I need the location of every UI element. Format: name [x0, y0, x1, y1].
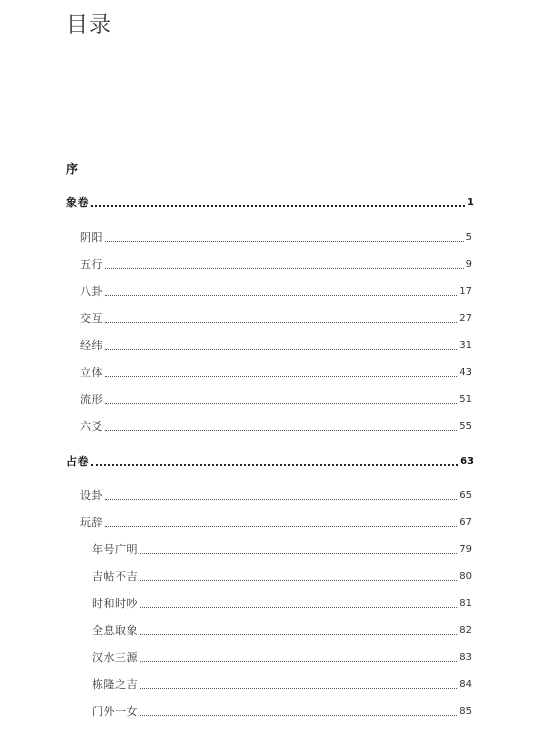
toc-entry-page: 1	[467, 197, 474, 208]
toc-entry-label: 吉帖不吉	[92, 570, 138, 583]
toc-entry-label: 立体	[80, 366, 103, 379]
toc-entry-page: 65	[459, 490, 472, 501]
toc-dot-leader	[91, 464, 458, 466]
toc-entry-donglong-zhiji[interactable]	[92, 678, 472, 692]
toc-entry-label: 六爻	[80, 420, 103, 433]
toc-entry-bagua[interactable]	[80, 285, 472, 299]
toc-entry-page: 84	[459, 679, 472, 690]
toc-dot-leader	[140, 715, 457, 716]
toc-dot-leader	[140, 634, 457, 635]
toc-dot-leader	[140, 688, 457, 689]
toc-entry-nianhao-guangming[interactable]	[92, 543, 472, 557]
toc-preface[interactable]: 序	[66, 162, 79, 176]
toc-entry-label: 时和时吵	[92, 597, 138, 610]
toc-entry-label: 栋隆之吉	[92, 678, 138, 691]
toc-entry-label: 流形	[80, 393, 103, 406]
toc-entry-page: 79	[459, 544, 472, 555]
toc-entry-page: 9	[465, 259, 472, 270]
toc-entry-page: 80	[459, 571, 472, 582]
toc-entry-zhanjuan[interactable]	[66, 455, 474, 469]
toc-dot-leader	[105, 403, 457, 404]
toc-entry-jitie-buji[interactable]	[92, 570, 472, 584]
toc-entry-page: 31	[459, 340, 472, 351]
toc-entry-label: 全息取象	[92, 624, 138, 637]
toc-dot-leader	[105, 295, 457, 296]
toc-entry-wuxing[interactable]	[80, 258, 472, 272]
toc-entry-shihe-shichao[interactable]	[92, 597, 472, 611]
toc-dot-leader	[105, 268, 464, 269]
toc-entry-page: 43	[459, 367, 472, 378]
toc-dot-leader	[140, 553, 457, 554]
toc-dot-leader	[105, 349, 457, 350]
toc-entry-page: 17	[459, 286, 472, 297]
toc-entry-page: 83	[459, 652, 472, 663]
toc-entry-page: 81	[459, 598, 472, 609]
toc-entry-label: 占卷	[66, 455, 89, 468]
toc-entry-hanshui-sanyuan[interactable]	[92, 651, 472, 665]
toc-entry-page: 55	[459, 421, 472, 432]
toc-entry-wanci[interactable]	[80, 516, 472, 530]
toc-dot-leader	[105, 241, 464, 242]
toc-entry-shegua[interactable]	[80, 489, 472, 503]
toc-entry-label: 象卷	[66, 196, 89, 209]
toc-entry-liti[interactable]	[80, 366, 472, 380]
toc-entry-page: 85	[459, 706, 472, 717]
toc-entry-label: 经纬	[80, 339, 103, 352]
toc-entry-quanxi-quxiang[interactable]	[92, 624, 472, 638]
toc-entry-menwai-yinv[interactable]	[92, 705, 472, 719]
toc-entry-label: 交互	[80, 312, 103, 325]
toc-entry-jingwei[interactable]	[80, 339, 472, 353]
toc-entry-label: 门外一女	[92, 705, 138, 718]
toc-entry-label: 八卦	[80, 285, 103, 298]
toc-entry-label: 年号广明	[92, 543, 138, 556]
toc-entry-liuyao[interactable]	[80, 420, 472, 434]
toc-entry-xiangjuan[interactable]	[66, 196, 474, 210]
toc-dot-leader	[140, 580, 457, 581]
toc-entry-page: 63	[460, 456, 474, 467]
toc-dot-leader	[140, 661, 457, 662]
toc-entry-label: 五行	[80, 258, 103, 271]
toc-dot-leader	[105, 526, 457, 527]
toc-dot-leader	[91, 205, 465, 207]
toc-dot-leader	[105, 499, 457, 500]
toc-entry-page: 82	[459, 625, 472, 636]
toc-dot-leader	[105, 376, 457, 377]
toc-entry-liuxing[interactable]	[80, 393, 472, 407]
toc-entry-label: 汉水三源	[92, 651, 138, 664]
toc-entry-label: 玩辞	[80, 516, 103, 529]
toc-entry-yinyang[interactable]	[80, 231, 472, 245]
page-title: 目录	[66, 13, 113, 38]
toc-dot-leader	[140, 607, 457, 608]
toc-entry-page: 5	[465, 232, 472, 243]
toc-entry-label: 阴阳	[80, 231, 103, 244]
toc-entry-page: 27	[459, 313, 472, 324]
toc-entry-page: 67	[459, 517, 472, 528]
toc-entry-label: 设卦	[80, 489, 103, 502]
toc-entry-jiaohu[interactable]	[80, 312, 472, 326]
toc-entry-page: 51	[459, 394, 472, 405]
toc-dot-leader	[105, 430, 457, 431]
toc-dot-leader	[105, 322, 457, 323]
